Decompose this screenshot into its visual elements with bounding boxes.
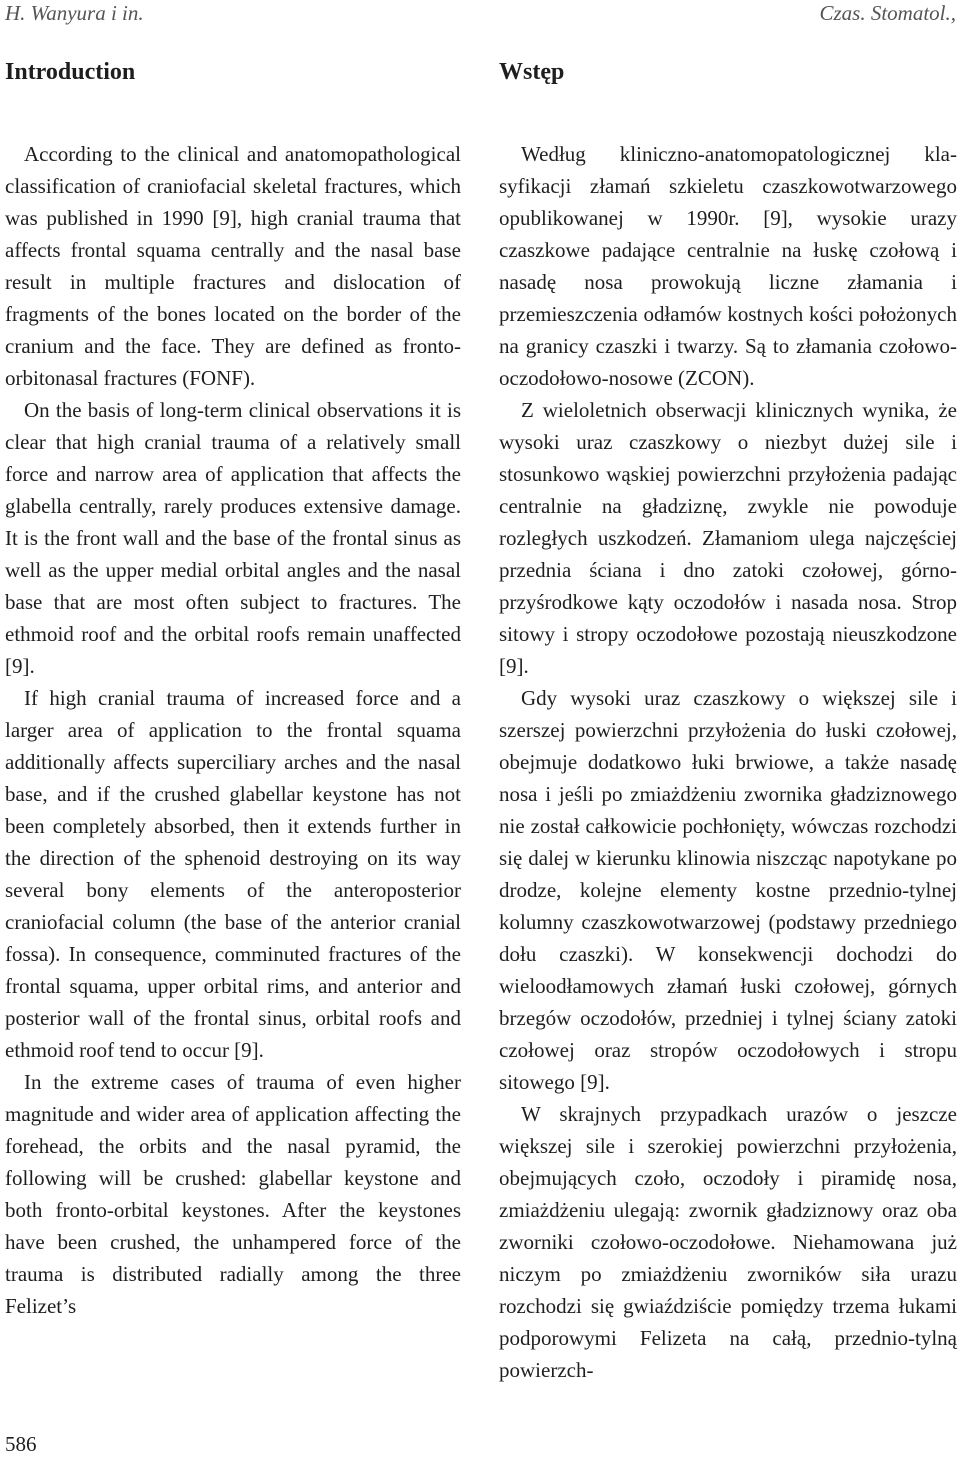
paragraph: According to the clinical and anatomopathological classification of craniofacial skeletal fractures, which was published in 1990 [9], high cranial trauma that affects frontal squama centrally and the nasal base result in multiple fractures and dislocation of fragments of the bones located on the border of the cranium and the face. They are defined as fronto-orbitonasal fractures (FONF). xyxy=(5,142,461,390)
english-column xyxy=(5,54,461,1322)
paragraph: If high cranial trauma of increased force and a larger area of application to the frontal squama additionally affects superciliary arches and the nasal base, and if the crushed glabellar keystone has not been completely absorbed, then it extends further in the direction of the sphenoid destroying on its way several bony elements of the anteroposterior craniofacial column (the base of the anterior cranial fossa). In consequence, comminuted fractures of the frontal squama, upper orbital rims, and anterior and posterior wall of the frontal sinus, orbital roofs and ethmoid roof tend to occur [9]. xyxy=(5,686,461,1062)
polish-column xyxy=(499,54,957,1386)
paragraph: On the basis of long-term clinical observations it is clear that high cranial trauma of a relatively small force and narrow area of application that affects the glabella centrally, rarely produces extensive damage. It is the front wall and the base of the frontal sinus as well as the upper medial orbital angles and the nasal base that are most often subject to fractures. The ethmoid roof and the orbital roofs remain unaffected [9]. xyxy=(5,398,461,678)
paragraph: Gdy wysoki uraz czaszkowy o większej sile i szerszej powierzchni przyłożenia do łuski czołowej, obejmuje dodatkowo łuki brwiowe, a także nasadę nosa i jeśli po zmiażdżeniu zwornika gładziznowego nie został całkowicie pochłonięty, wówczas rozchodzi się dalej w kierunku klinowia niszcząc napotykane po drodze, kolejne elementy kostne przednio-tylnej kolumny czaszkowotwarzowej (podstawy przedniego dołu czaszki). W konsekwencji dochodzi do wieloodłamowych złamań łuski czołowej, górnych brzegów oczodołów, przedniej i tylnej ściany zatoki czołowej oraz stropów oczodołowych i stropu sitowego [9]. xyxy=(499,686,957,1094)
section-heading-introduction: Introduction xyxy=(5,59,136,85)
section-heading-wstep: Wstęp xyxy=(499,59,565,85)
paragraph: Według kliniczno-anatomopatologicznej klasyfikacji złamań szkieletu czaszkowotwarzowego opublikowanej w 1990r. [9], wysokie urazy czaszkowe padające centralnie na łuskę czołową i nasadę nosa prowokują liczne złamania i przemieszczenia odłamów kostnych kości położonych na granicy czaszki i twarzy. Są to złamania czołowo-oczodołowo-nosowe (ZCON). xyxy=(499,142,957,390)
paragraph: Z wieloletnich obserwacji klinicznych wynika, że wysoki uraz czaszkowy o niezbyt dużej sile i stosunkowo wąskiej powierzchni przyłożenia padając centralnie na gładziznę, zwykle nie powoduje rozległych uszkodzeń. Złamaniom ulega najczęściej przednia ściana i dno zatoki czołowej, górno-przyśrodkowe kąty oczodołów i nasada nosa. Strop sitowy i stropy oczodołowe pozostają nieuszkodzone [9]. xyxy=(499,398,957,678)
header-journal: Czas. Stomatol., xyxy=(819,1,956,25)
running-header xyxy=(5,0,956,28)
page-number: 586 xyxy=(5,1432,37,1456)
header-authors: H. Wanyura i in. xyxy=(5,1,144,25)
paragraph: W skrajnych przypadkach urazów o jeszcze większej sile i szerokiej powierzchni przyłożenia, obejmujących czoło, oczodoły i piramidę nosa, zmiażdżeniu ulegają: zwornik gładziznowy oraz oba zworniki czołowo-oczodołowe. Niehamowana już niczym po zmiażdżeniu zworników siła urazu rozchodzi się gwiaździście pomiędzy trzema łukami podporowymi Felizeta na całą, przednio-tylną powierzch- xyxy=(499,1102,957,1382)
paragraph: In the extreme cases of trauma of even higher magnitude and wider area of application affecting the forehead, the orbits and the nasal pyramid, the following will be crushed: glabellar keystone and both fronto-orbital keystones. After the keystones have been crushed, the unhampered force of the trauma is distributed radially among the three Felizet’s xyxy=(5,1070,461,1318)
